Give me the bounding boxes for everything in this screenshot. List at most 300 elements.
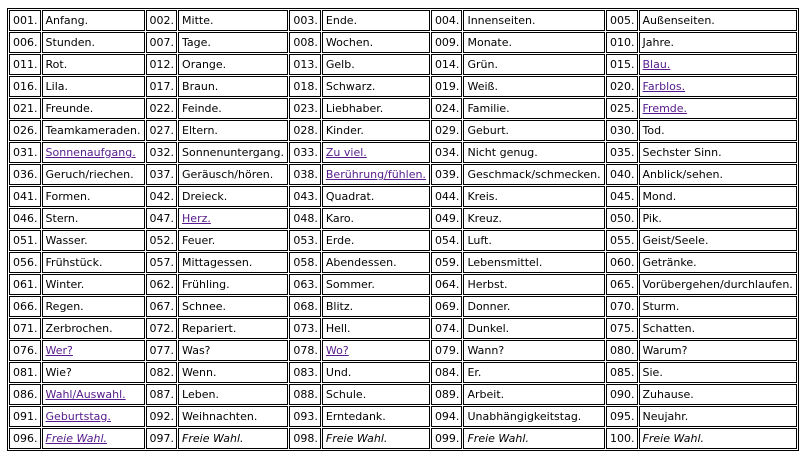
- word-text: Vorübergehen/durchlaufen.: [642, 278, 793, 291]
- word-text: Tod.: [642, 124, 665, 137]
- word-text: Arbeit.: [467, 388, 505, 401]
- entry-number: 053.: [289, 230, 321, 251]
- word-text: Mittagessen.: [182, 256, 253, 269]
- table-row: [9, 76, 797, 97]
- word-cell: [322, 362, 430, 383]
- word-text: Geruch/riechen.: [45, 168, 134, 181]
- word-cell: [42, 208, 145, 229]
- word-cell: [322, 318, 430, 339]
- entry-number: 003.: [289, 10, 321, 31]
- word-text: Schwarz.: [325, 80, 376, 93]
- word-text: Schatten.: [642, 322, 696, 335]
- word-cell: [639, 362, 797, 383]
- table-body: [9, 10, 797, 449]
- entry-number: 036.: [9, 164, 41, 185]
- word-cell: [178, 296, 288, 317]
- word-cell: [42, 164, 145, 185]
- word-cell: [322, 296, 430, 317]
- word-text: Und.: [325, 366, 352, 379]
- word-link[interactable]: Blau.: [642, 58, 671, 71]
- entry-number: 089.: [431, 384, 463, 405]
- word-cell: [322, 76, 430, 97]
- word-text: Geräusch/hören.: [182, 168, 274, 181]
- word-text: Quadrat.: [325, 190, 375, 203]
- table-row: [9, 230, 797, 251]
- word-cell: [178, 406, 288, 427]
- word-text: Freunde.: [45, 102, 94, 115]
- entry-number: 008.: [289, 32, 321, 53]
- entry-number: 068.: [289, 296, 321, 317]
- word-cell: [42, 362, 145, 383]
- word-cell: [178, 428, 288, 449]
- entry-number: 082.: [146, 362, 178, 383]
- entry-number: 077.: [146, 340, 178, 361]
- entry-number: 022.: [146, 98, 178, 119]
- word-text: Dreieck.: [182, 190, 228, 203]
- word-text: Wochen.: [325, 36, 374, 49]
- table-row: [9, 54, 797, 75]
- entry-number: 002.: [146, 10, 178, 31]
- word-text: Mond.: [642, 190, 677, 203]
- word-text: Abendessen.: [325, 256, 397, 269]
- entry-number: 010.: [606, 32, 638, 53]
- word-cell: [178, 54, 288, 75]
- word-cell: [42, 120, 145, 141]
- word-cell: [639, 10, 797, 31]
- word-link-cell[interactable]: [322, 340, 430, 361]
- word-cell: [322, 384, 430, 405]
- entry-number: 092.: [146, 406, 178, 427]
- word-text: Lila.: [45, 80, 69, 93]
- entry-number: 095.: [606, 406, 638, 427]
- word-cell: [639, 296, 797, 317]
- entry-number: 032.: [146, 142, 178, 163]
- entry-number: 009.: [431, 32, 463, 53]
- table-row: [9, 32, 797, 53]
- table-row: [9, 274, 797, 295]
- entry-number: 049.: [431, 208, 463, 229]
- word-prompt-table: [7, 8, 799, 451]
- word-text: Wasser.: [45, 234, 88, 247]
- word-cell: [639, 142, 797, 163]
- word-text: Leben.: [182, 388, 219, 401]
- word-link-cell[interactable]: [178, 208, 288, 229]
- word-text: Gelb.: [325, 58, 355, 71]
- entry-number: 027.: [146, 120, 178, 141]
- table-row: [9, 98, 797, 119]
- entry-number: 028.: [289, 120, 321, 141]
- word-text: Stunden.: [45, 36, 95, 49]
- word-text: Ende.: [325, 14, 358, 27]
- entry-number: 038.: [289, 164, 321, 185]
- entry-number: 020.: [606, 76, 638, 97]
- word-cell: [463, 274, 605, 295]
- entry-number: 076.: [9, 340, 41, 361]
- word-text: Orange.: [182, 58, 227, 71]
- entry-number: 017.: [146, 76, 178, 97]
- word-cell: [639, 120, 797, 141]
- word-cell: [463, 362, 605, 383]
- entry-number: 042.: [146, 186, 178, 207]
- word-text: Freie Wahl.: [182, 432, 244, 445]
- word-cell: [42, 10, 145, 31]
- word-cell: [639, 208, 797, 229]
- word-cell: [178, 252, 288, 273]
- entry-number: 007.: [146, 32, 178, 53]
- entry-number: 050.: [606, 208, 638, 229]
- word-cell: [42, 296, 145, 317]
- word-text: Pik.: [642, 212, 662, 225]
- word-cell: [42, 230, 145, 251]
- word-cell: [178, 384, 288, 405]
- word-text: Dunkel.: [467, 322, 510, 335]
- word-cell: [42, 186, 145, 207]
- word-cell: [639, 32, 797, 53]
- entry-number: 098.: [289, 428, 321, 449]
- word-cell: [42, 98, 145, 119]
- table-row: [9, 318, 797, 339]
- word-text: Anfang.: [45, 14, 89, 27]
- word-cell: [178, 186, 288, 207]
- word-text: Nicht genug.: [467, 146, 538, 159]
- word-text: Repariert.: [182, 322, 237, 335]
- word-link-cell[interactable]: [322, 142, 430, 163]
- word-cell: [639, 230, 797, 251]
- word-cell: [463, 54, 605, 75]
- table-row: [9, 164, 797, 185]
- entry-number: 006.: [9, 32, 41, 53]
- entry-number: 064.: [431, 274, 463, 295]
- entry-number: 080.: [606, 340, 638, 361]
- word-text: Weihnachten.: [182, 410, 258, 423]
- entry-number: 081.: [9, 362, 41, 383]
- word-cell: [463, 164, 605, 185]
- entry-number: 045.: [606, 186, 638, 207]
- word-cell: [639, 340, 797, 361]
- word-text: Freie Wahl.: [467, 432, 529, 445]
- entry-number: 019.: [431, 76, 463, 97]
- table-row: [9, 340, 797, 361]
- word-text: Braun.: [182, 80, 219, 93]
- entry-number: 062.: [146, 274, 178, 295]
- word-text: Blitz.: [325, 300, 354, 313]
- word-link[interactable]: Zu viel.: [325, 146, 367, 159]
- table-row: [9, 428, 797, 449]
- word-text: Erde.: [325, 234, 355, 247]
- word-text: Herbst.: [467, 278, 508, 291]
- entry-number: 066.: [9, 296, 41, 317]
- word-cell: [322, 54, 430, 75]
- word-text: Feuer.: [182, 234, 216, 247]
- entry-number: 051.: [9, 230, 41, 251]
- entry-number: 025.: [606, 98, 638, 119]
- word-cell: [463, 340, 605, 361]
- entry-number: 018.: [289, 76, 321, 97]
- word-link[interactable]: Sonnenaufgang.: [45, 146, 136, 159]
- word-cell: [42, 274, 145, 295]
- word-text: Kreuz.: [467, 212, 502, 225]
- entry-number: 079.: [431, 340, 463, 361]
- word-cell: [322, 98, 430, 119]
- table-row: [9, 296, 797, 317]
- word-text: Sommer.: [325, 278, 375, 291]
- word-text: Mitte.: [182, 14, 214, 27]
- word-cell: [639, 252, 797, 273]
- word-link[interactable]: Wer?: [45, 344, 73, 357]
- entry-number: 087.: [146, 384, 178, 405]
- word-text: Weiß.: [467, 80, 498, 93]
- entry-number: 059.: [431, 252, 463, 273]
- word-cell: [463, 32, 605, 53]
- entry-number: 078.: [289, 340, 321, 361]
- word-text: Er.: [467, 366, 482, 379]
- word-cell: [463, 230, 605, 251]
- entry-number: 047.: [146, 208, 178, 229]
- word-link-cell[interactable]: [639, 76, 797, 97]
- word-link[interactable]: Geburtstag.: [45, 410, 111, 423]
- word-text: Getränke.: [642, 256, 697, 269]
- entry-number: 070.: [606, 296, 638, 317]
- word-text: Erntedank.: [325, 410, 386, 423]
- word-cell: [178, 340, 288, 361]
- word-cell: [178, 10, 288, 31]
- word-text: Schnee.: [182, 300, 227, 313]
- entry-number: 083.: [289, 362, 321, 383]
- table-row: [9, 208, 797, 229]
- entry-number: 091.: [9, 406, 41, 427]
- word-cell: [42, 252, 145, 273]
- word-cell: [322, 428, 430, 449]
- entry-number: 055.: [606, 230, 638, 251]
- word-cell: [463, 10, 605, 31]
- word-cell: [463, 384, 605, 405]
- entry-number: 043.: [289, 186, 321, 207]
- word-cell: [178, 120, 288, 141]
- entry-number: 005.: [606, 10, 638, 31]
- word-cell: [463, 296, 605, 317]
- word-cell: [322, 274, 430, 295]
- entry-number: 067.: [146, 296, 178, 317]
- word-cell: [322, 10, 430, 31]
- word-text: Schule.: [325, 388, 367, 401]
- entry-number: 063.: [289, 274, 321, 295]
- word-text: Lebensmittel.: [467, 256, 543, 269]
- entry-number: 075.: [606, 318, 638, 339]
- word-cell: [178, 32, 288, 53]
- entry-number: 015.: [606, 54, 638, 75]
- word-text: Anblick/sehen.: [642, 168, 723, 181]
- entry-number: 046.: [9, 208, 41, 229]
- word-cell: [322, 32, 430, 53]
- table-row: [9, 142, 797, 163]
- word-text: Innenseiten.: [467, 14, 536, 27]
- word-link[interactable]: Freie Wahl.: [45, 432, 108, 445]
- word-text: Geschmack/schmecken.: [467, 168, 601, 181]
- word-link-cell[interactable]: [42, 428, 145, 449]
- table-row: [9, 384, 797, 405]
- word-text: Jahre.: [642, 36, 675, 49]
- word-text: Sechster Sinn.: [642, 146, 722, 159]
- word-text: Sturm.: [642, 300, 680, 313]
- word-text: Liebhaber.: [325, 102, 384, 115]
- word-cell: [178, 362, 288, 383]
- entry-number: 001.: [9, 10, 41, 31]
- word-link-cell[interactable]: [42, 340, 145, 361]
- entry-number: 041.: [9, 186, 41, 207]
- word-cell: [639, 164, 797, 185]
- entry-number: 096.: [9, 428, 41, 449]
- word-text: Regen.: [45, 300, 84, 313]
- word-text: Frühstück.: [45, 256, 103, 269]
- word-cell: [463, 76, 605, 97]
- word-cell: [463, 208, 605, 229]
- word-link[interactable]: Herz.: [182, 212, 211, 225]
- word-cell: [42, 54, 145, 75]
- word-text: Freie Wahl.: [325, 432, 388, 445]
- table-row: [9, 186, 797, 207]
- table-row: [9, 252, 797, 273]
- word-cell: [322, 186, 430, 207]
- entry-number: 057.: [146, 252, 178, 273]
- word-link-cell[interactable]: [42, 406, 145, 427]
- entry-number: 065.: [606, 274, 638, 295]
- entry-number: 061.: [9, 274, 41, 295]
- word-cell: [463, 186, 605, 207]
- word-cell: [463, 98, 605, 119]
- table-row: [9, 362, 797, 383]
- entry-number: 023.: [289, 98, 321, 119]
- entry-number: 054.: [431, 230, 463, 251]
- word-text: Winter.: [45, 278, 85, 291]
- word-text: Karo.: [325, 212, 354, 225]
- entry-number: 093.: [289, 406, 321, 427]
- word-text: Geburt.: [467, 124, 510, 137]
- word-cell: [42, 318, 145, 339]
- word-cell: [42, 76, 145, 97]
- entry-number: 037.: [146, 164, 178, 185]
- word-cell: [639, 384, 797, 405]
- entry-number: 004.: [431, 10, 463, 31]
- word-cell: [322, 230, 430, 251]
- word-text: Grün.: [467, 58, 498, 71]
- word-link-cell[interactable]: [639, 54, 797, 75]
- word-link[interactable]: Fremde.: [642, 102, 688, 115]
- word-cell: [639, 318, 797, 339]
- word-text: Kreis.: [467, 190, 499, 203]
- word-text: Monate.: [467, 36, 512, 49]
- word-cell: [322, 208, 430, 229]
- entry-number: 099.: [431, 428, 463, 449]
- word-cell: [322, 252, 430, 273]
- word-cell: [42, 32, 145, 53]
- entry-number: 097.: [146, 428, 178, 449]
- word-link-cell[interactable]: [639, 98, 797, 119]
- word-text: Rot.: [45, 58, 68, 71]
- entry-number: 069.: [431, 296, 463, 317]
- entry-number: 040.: [606, 164, 638, 185]
- word-link-cell[interactable]: [322, 164, 430, 185]
- entry-number: 100.: [606, 428, 638, 449]
- table-row: [9, 10, 797, 31]
- word-cell: [178, 76, 288, 97]
- word-text: Feinde.: [182, 102, 222, 115]
- word-link[interactable]: Wahl/Auswahl.: [45, 388, 126, 401]
- word-text: Neujahr.: [642, 410, 689, 423]
- word-cell: [463, 120, 605, 141]
- word-link-cell[interactable]: [42, 142, 145, 163]
- entry-number: 031.: [9, 142, 41, 163]
- word-cell: [463, 142, 605, 163]
- entry-number: 085.: [606, 362, 638, 383]
- entry-number: 086.: [9, 384, 41, 405]
- word-text: Eltern.: [182, 124, 218, 137]
- word-text: Sie.: [642, 366, 663, 379]
- table-row: [9, 120, 797, 141]
- word-text: Formen.: [45, 190, 91, 203]
- entry-number: 026.: [9, 120, 41, 141]
- word-cell: [178, 318, 288, 339]
- word-text: Stern.: [45, 212, 79, 225]
- entry-number: 074.: [431, 318, 463, 339]
- word-text: Frühling.: [182, 278, 230, 291]
- word-text: Familie.: [467, 102, 510, 115]
- word-cell: [639, 186, 797, 207]
- word-cell: [322, 120, 430, 141]
- entry-number: 013.: [289, 54, 321, 75]
- entry-number: 039.: [431, 164, 463, 185]
- word-text: Tage.: [182, 36, 211, 49]
- word-text: Kinder.: [325, 124, 364, 137]
- word-text: Warum?: [642, 344, 688, 357]
- word-text: Hell.: [325, 322, 351, 335]
- word-text: Freie Wahl.: [642, 432, 704, 445]
- word-text: Außenseiten.: [642, 14, 715, 27]
- word-cell: [178, 274, 288, 295]
- entry-number: 058.: [289, 252, 321, 273]
- entry-number: 094.: [431, 406, 463, 427]
- word-text: Wenn.: [182, 366, 217, 379]
- word-cell: [178, 164, 288, 185]
- word-link[interactable]: Farblos.: [642, 80, 686, 93]
- word-text: Wann?: [467, 344, 505, 357]
- entry-number: 044.: [431, 186, 463, 207]
- entry-number: 012.: [146, 54, 178, 75]
- word-text: Geist/Seele.: [642, 234, 709, 247]
- word-text: Was?: [182, 344, 211, 357]
- entry-number: 034.: [431, 142, 463, 163]
- word-cell: [463, 318, 605, 339]
- entry-number: 088.: [289, 384, 321, 405]
- entry-number: 030.: [606, 120, 638, 141]
- word-cell: [322, 406, 430, 427]
- word-cell: [178, 98, 288, 119]
- entry-number: 033.: [289, 142, 321, 163]
- word-text: Donner.: [467, 300, 511, 313]
- entry-number: 071.: [9, 318, 41, 339]
- entry-number: 016.: [9, 76, 41, 97]
- entry-number: 060.: [606, 252, 638, 273]
- entry-number: 052.: [146, 230, 178, 251]
- word-link-cell[interactable]: [42, 384, 145, 405]
- word-link[interactable]: Wo?: [325, 344, 349, 357]
- entry-number: 056.: [9, 252, 41, 273]
- word-text: Zuhause.: [642, 388, 694, 401]
- entry-number: 029.: [431, 120, 463, 141]
- entry-number: 072.: [146, 318, 178, 339]
- word-link[interactable]: Berührung/fühlen.: [325, 168, 426, 181]
- word-cell: [178, 230, 288, 251]
- word-text: Unabhängigkeitstag.: [467, 410, 582, 423]
